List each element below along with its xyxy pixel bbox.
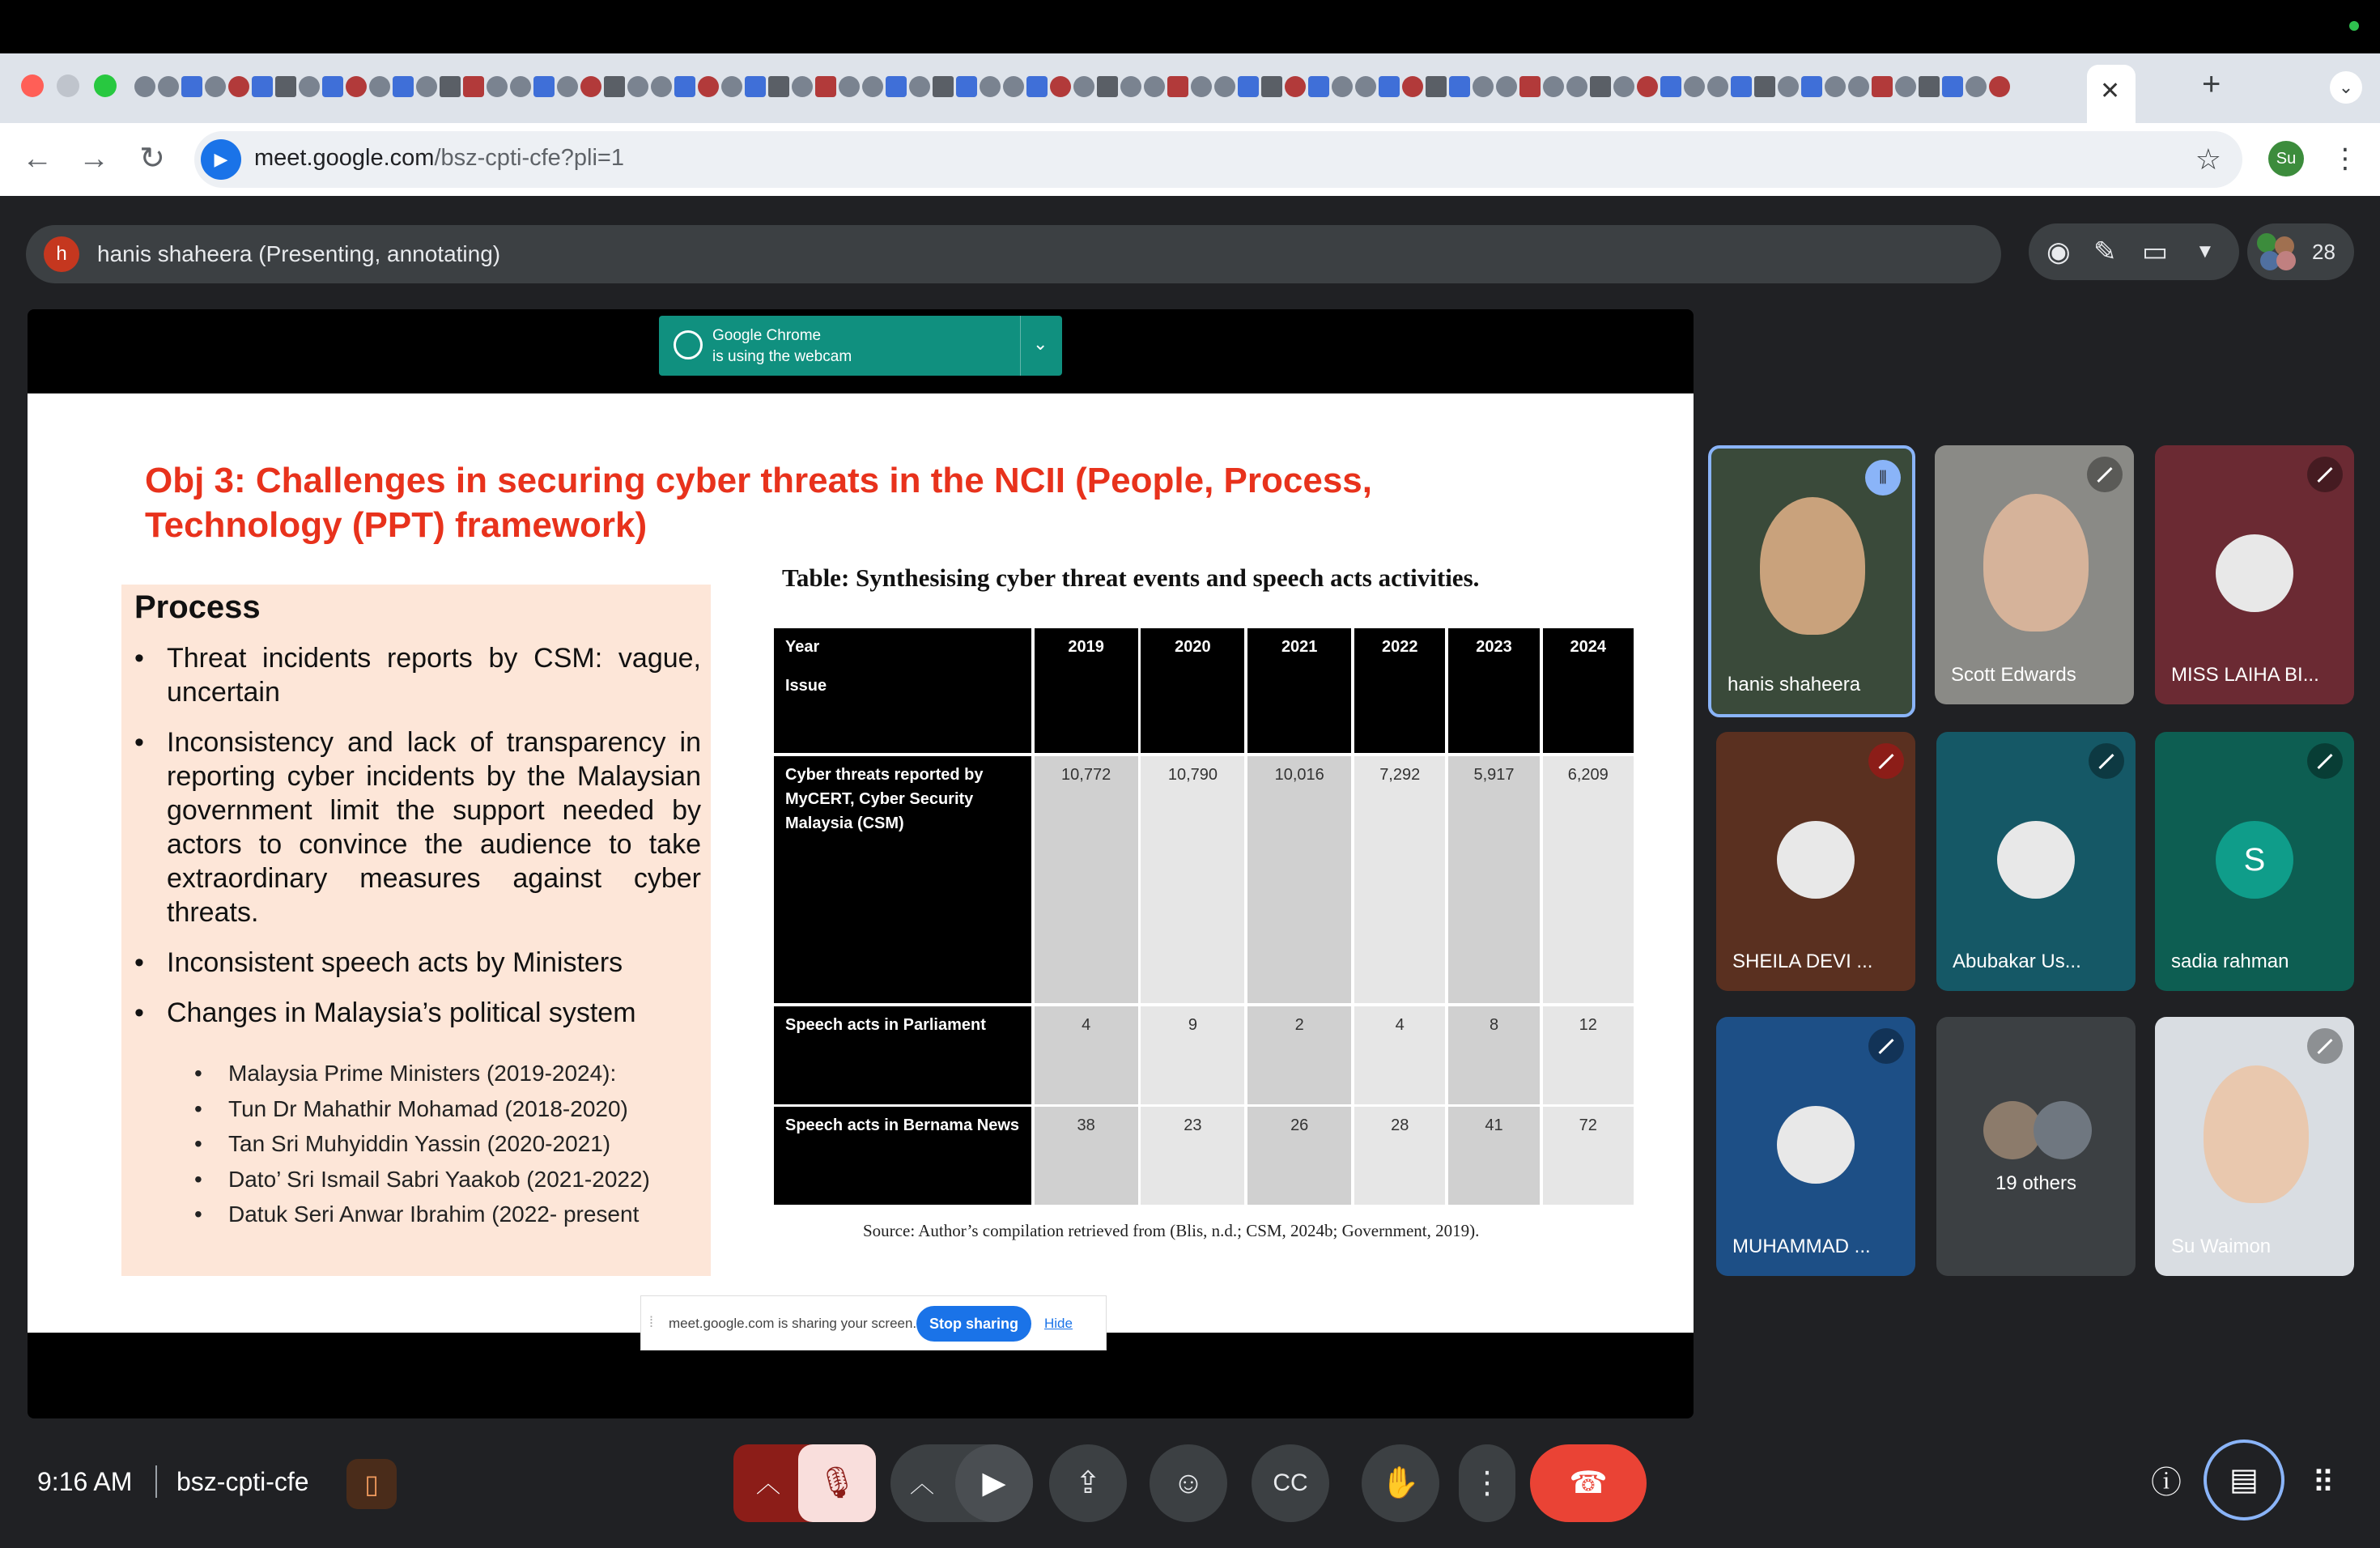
tab-favicon-icon[interactable]	[1637, 76, 1658, 97]
presentation-controls	[2029, 223, 2239, 280]
webcam-icon	[674, 330, 703, 359]
tab-favicon-icon[interactable]	[1801, 76, 1822, 97]
recording-indicator-dot	[2349, 21, 2359, 31]
presentation-stage	[28, 309, 1694, 1418]
participant-name: MUHAMMAD ...	[1732, 1235, 1871, 1257]
table-cell: 4	[1354, 1006, 1445, 1104]
tab-favicon-icon[interactable]	[745, 76, 766, 97]
reload-button[interactable]: ↻	[139, 142, 165, 176]
table-cell: 8	[1448, 1006, 1539, 1104]
tab-favicon-icon[interactable]	[1426, 76, 1447, 97]
tab-favicon-icon[interactable]	[205, 76, 226, 97]
tab-favicon-icon[interactable]	[533, 76, 555, 97]
tab-favicon-icon[interactable]	[181, 76, 202, 97]
mic-muted-icon	[2307, 457, 2343, 492]
table-cell: 7,292	[1354, 756, 1445, 1003]
table-year-header: 2023	[1448, 628, 1539, 753]
tab-favicon-icon[interactable]	[1825, 76, 1846, 97]
table-year-header: 2022	[1354, 628, 1445, 753]
tab-favicon-icon[interactable]	[1566, 76, 1587, 97]
companion-mode-icon[interactable]: ▯	[346, 1459, 397, 1509]
tab-favicon-icon[interactable]	[1003, 76, 1024, 97]
table-cell: 26	[1247, 1107, 1351, 1205]
tab-favicon-icon[interactable]	[1590, 76, 1611, 97]
tab-favicon-icon[interactable]	[1214, 76, 1235, 97]
tab-favicon-icon[interactable]	[1144, 76, 1165, 97]
webcam-notice[interactable]	[659, 316, 1062, 376]
tab-favicon-icon[interactable]	[1473, 76, 1494, 97]
table-cell: 2	[1247, 1006, 1351, 1104]
participant-count: 28	[2312, 240, 2335, 264]
tab-favicon-icon[interactable]	[1332, 76, 1353, 97]
tab-favicon-icon[interactable]	[158, 76, 179, 97]
meet-site-icon[interactable]: ▶	[201, 139, 241, 180]
tab-favicon-icon[interactable]	[839, 76, 860, 97]
avatar	[1997, 821, 2075, 899]
meeting-code: bsz-cpti-cfe	[176, 1467, 309, 1496]
table-cell: 10,772	[1035, 756, 1138, 1003]
tab-favicon-icon[interactable]	[1613, 76, 1634, 97]
table-row-header: Speech acts in Bernama News	[774, 1107, 1031, 1205]
prime-minister-item: • Dato’ Sri Ismail Sabri Yaakob (2021-2022)	[194, 1162, 696, 1197]
browser-menu-icon[interactable]: ⋮	[2331, 143, 2359, 174]
participant-video	[2204, 1065, 2309, 1203]
mic-muted-icon	[2307, 743, 2343, 779]
tab-favicon-icon[interactable]	[440, 76, 461, 97]
tab-favicon-icon[interactable]	[1519, 76, 1541, 97]
tab-favicon-icon[interactable]	[1355, 76, 1376, 97]
threat-table	[774, 628, 1634, 1205]
participant-tile[interactable]	[1716, 1017, 1915, 1276]
participant-tile[interactable]	[1936, 1017, 2136, 1276]
issue-header-label: Issue	[785, 677, 827, 695]
tab-favicon-icon[interactable]	[134, 76, 155, 97]
tab-favicon-icon[interactable]	[1191, 76, 1212, 97]
tab-favicon-icon[interactable]	[1285, 76, 1306, 97]
participant-name: hanis shaheera	[1728, 674, 1861, 695]
leave-call-button[interactable]: ☎	[1530, 1444, 1647, 1522]
participant-video	[1760, 497, 1865, 635]
prime-minister-list	[194, 1056, 696, 1232]
browser-toolbar	[0, 123, 2380, 196]
table-cell: 12	[1543, 1006, 1634, 1104]
table-cell: 4	[1035, 1006, 1138, 1104]
table-cell: 28	[1354, 1107, 1445, 1205]
prime-minister-item: • Tan Sri Muhyiddin Yassin (2020-2021)	[194, 1126, 696, 1162]
table-cell: 72	[1543, 1107, 1634, 1205]
table-cell: 38	[1035, 1107, 1138, 1205]
tab-favicon-icon[interactable]	[557, 76, 578, 97]
webcam-notice-subtitle: is using the webcam	[712, 348, 852, 365]
tab-favicon-icon[interactable]	[1261, 76, 1282, 97]
back-button[interactable]: ←	[22, 142, 53, 176]
tab-favicon-icon[interactable]	[1966, 76, 1987, 97]
tab-favicon-icon[interactable]	[1167, 76, 1188, 97]
process-bullet: • Threat incidents reports by CSM: vague, uncertain	[134, 641, 701, 709]
avatar	[2216, 534, 2293, 612]
audio-settings-chevron-icon[interactable]: ︿	[756, 1471, 780, 1498]
slide	[28, 393, 1694, 1333]
stop-sharing-button[interactable]: Stop sharing	[916, 1306, 1031, 1342]
captions-button[interactable]: CC	[1252, 1444, 1329, 1522]
participant-tile[interactable]	[1708, 445, 1915, 717]
table-year-header: 2024	[1543, 628, 1634, 753]
speaking-indicator-icon: ⦀	[1865, 460, 1901, 495]
chevron-down-icon[interactable]: ⌄	[1033, 334, 1048, 354]
more-options-button[interactable]: ⋮	[1459, 1444, 1515, 1522]
address-bar[interactable]	[194, 131, 2242, 188]
clock: 9:16 AM	[37, 1467, 133, 1496]
bookmark-star-icon[interactable]: ☆	[2195, 142, 2221, 176]
emoji-reaction-button[interactable]: ☺	[1150, 1444, 1227, 1522]
tab-favicon-icon[interactable]	[721, 76, 742, 97]
hide-link[interactable]: Hide	[1044, 1316, 1073, 1331]
mic-muted-icon	[2087, 457, 2123, 492]
participant-tile[interactable]	[1935, 445, 2134, 704]
participant-name: SHEILA DEVI ...	[1732, 950, 1873, 972]
tab-favicon-icon[interactable]	[1402, 76, 1423, 97]
tab-favicon-icon[interactable]	[299, 76, 320, 97]
table-corner-cell	[774, 628, 1031, 753]
chat-button[interactable]: ▤	[2204, 1440, 2284, 1520]
presenter-avatar: h	[44, 236, 79, 272]
tab-favicon-icon[interactable]	[1496, 76, 1517, 97]
tab-favicon-icon[interactable]	[909, 76, 930, 97]
table-row-header: Cyber threats reported by MyCERT, Cyber Security Malaysia (CSM)	[774, 756, 1031, 1003]
tab-favicon-icon[interactable]	[956, 76, 977, 97]
new-tab-button[interactable]: +	[2202, 66, 2221, 102]
tab-favicon-icon[interactable]	[252, 76, 273, 97]
participant-name: MISS LAIHA BI...	[2171, 664, 2319, 686]
mic-muted-icon	[2307, 1028, 2343, 1064]
table-cell: 10,790	[1141, 756, 1244, 1003]
tab-strip	[0, 53, 2380, 123]
participant-name: Scott Edwards	[1951, 664, 2076, 686]
people-avatars	[2257, 233, 2297, 270]
avatar	[2034, 1101, 2092, 1159]
avatar	[1777, 1106, 1855, 1184]
window-close-button[interactable]	[21, 74, 44, 97]
tab-favicon-icon[interactable]	[393, 76, 414, 97]
participant-tile[interactable]	[2155, 1017, 2354, 1276]
tab-favicon-icon[interactable]	[510, 76, 531, 97]
mic-off-icon[interactable]: 🎙	[798, 1444, 876, 1522]
tab-favicon-icon[interactable]	[627, 76, 648, 97]
tab-favicon-icon[interactable]	[1120, 76, 1141, 97]
present-screen-button[interactable]: ⇪	[1049, 1444, 1127, 1522]
tab-favicon-icon[interactable]	[1449, 76, 1470, 97]
slide-title: Obj 3: Challenges in securing cyber threats in the NCII (People, Process, Technology (PPT) framework)	[145, 461, 1372, 545]
raise-hand-button[interactable]: ✋	[1362, 1444, 1439, 1522]
presenter-bar	[26, 225, 2001, 283]
process-heading: Process	[134, 589, 261, 625]
table-year-header: 2021	[1247, 628, 1351, 753]
prime-minister-item: • Datuk Seri Anwar Ibrahim (2022- present	[194, 1197, 696, 1232]
tab-favicon-icon[interactable]	[1238, 76, 1259, 97]
participant-tile[interactable]	[1936, 732, 2136, 991]
tab-favicon-icon[interactable]	[651, 76, 672, 97]
tab-favicon-icon[interactable]	[862, 76, 883, 97]
avatar: S	[2216, 821, 2293, 899]
tab-favicon-icon[interactable]	[487, 76, 508, 97]
participant-name: sadia rahman	[2171, 950, 2289, 972]
process-bullet: • Inconsistent speech acts by Ministers	[134, 946, 701, 980]
window-minimize-button[interactable]	[57, 74, 79, 97]
people-button[interactable]	[2247, 223, 2354, 280]
participant-video	[1983, 494, 2089, 632]
tab-favicon-icon[interactable]	[275, 76, 296, 97]
tab-favicon-icon[interactable]	[1848, 76, 1869, 97]
table-cell: 23	[1141, 1107, 1244, 1205]
prime-minister-item: • Malaysia Prime Ministers (2019-2024):	[194, 1056, 696, 1091]
tab-favicon-icon[interactable]	[698, 76, 719, 97]
microphone-control	[733, 1444, 876, 1522]
table-cell: 6,209	[1543, 756, 1634, 1003]
table-cell: 9	[1141, 1006, 1244, 1104]
profile-avatar[interactable]: Su	[2268, 141, 2304, 176]
camera-icon[interactable]: ▶	[955, 1444, 1033, 1522]
tab-favicon-icon[interactable]	[416, 76, 437, 97]
tab-favicon-icon[interactable]	[815, 76, 836, 97]
tab-favicon-icon[interactable]	[792, 76, 813, 97]
drag-handle-icon[interactable]: ⁞	[649, 1314, 654, 1330]
forward-button[interactable]: →	[79, 142, 109, 176]
tab-favicon-icon[interactable]	[1778, 76, 1799, 97]
tab-favicon-icon[interactable]	[228, 76, 249, 97]
tab-favicon-icon[interactable]	[1989, 76, 2010, 97]
table-cell: 5,917	[1448, 756, 1539, 1003]
year-header-label: Year	[785, 638, 820, 656]
tab-favicon-icon[interactable]	[604, 76, 625, 97]
table-source: Source: Author’s compilation retrieved from (Blis, n.d.; CSM, 2024b; Government, 2019).	[863, 1221, 1480, 1240]
process-box	[121, 585, 711, 1276]
system-menubar	[0, 0, 2380, 53]
process-bullet: • Inconsistency and lack of transparency in reporting cyber incidents by the Malaysian government limit the support needed by actors to convince the audience to take extraordinary measures against cyber threats.	[134, 725, 701, 929]
tab-search-button[interactable]: ⌄	[2330, 71, 2362, 104]
tab-favicon-icon[interactable]	[1660, 76, 1681, 97]
process-bullets	[134, 641, 701, 1046]
mic-muted-icon	[1868, 1028, 1904, 1064]
participant-name: 19 others	[1995, 1172, 2077, 1194]
mic-muted-icon	[2089, 743, 2124, 779]
tab-favicon-icon[interactable]	[1073, 76, 1094, 97]
tab-favicon-icon[interactable]	[1754, 76, 1775, 97]
participant-name: Abubakar Us...	[1953, 950, 2081, 972]
meeting-info-icon[interactable]: ⓘ	[2150, 1466, 2182, 1500]
share-message: meet.google.com is sharing your screen.	[669, 1316, 917, 1331]
presentation-menu-chevron-icon[interactable]: ▼	[2195, 240, 2215, 262]
activities-icon[interactable]: ⠿	[2312, 1466, 2335, 1500]
tab-favicon-icon[interactable]	[1050, 76, 1071, 97]
table-year-header: 2019	[1035, 628, 1138, 753]
tab-favicon-icon[interactable]	[1097, 76, 1118, 97]
annotate-icon[interactable]: ✎	[2093, 236, 2117, 267]
tab-favicon-icon[interactable]	[674, 76, 695, 97]
tab-favicon-icon[interactable]	[580, 76, 601, 97]
record-icon[interactable]: ◉	[2046, 236, 2071, 267]
tab-favicon-icon[interactable]	[1872, 76, 1893, 97]
tab-favicon-icon[interactable]	[1026, 76, 1048, 97]
tab-favicon-icon[interactable]	[1684, 76, 1705, 97]
tab-favicon-icon[interactable]	[1707, 76, 1728, 97]
tab-favicon-icon[interactable]	[933, 76, 954, 97]
pinned-tab-icons	[134, 73, 2077, 100]
tab-favicon-icon[interactable]	[322, 76, 343, 97]
participant-tile[interactable]	[2155, 445, 2354, 704]
tab-favicon-icon[interactable]	[1731, 76, 1752, 97]
tab-favicon-icon[interactable]	[886, 76, 907, 97]
tab-favicon-icon[interactable]	[1919, 76, 1940, 97]
table-cell: 41	[1448, 1107, 1539, 1205]
table-caption: Table: Synthesising cyber threat events and speech acts activities.	[782, 563, 1480, 592]
window-maximize-button[interactable]	[94, 74, 117, 97]
tab-favicon-icon[interactable]	[346, 76, 367, 97]
table-row-header: Speech acts in Parliament	[774, 1006, 1031, 1104]
prime-minister-item: • Tun Dr Mahathir Mohamad (2018-2020)	[194, 1091, 696, 1127]
tab-favicon-icon[interactable]	[1308, 76, 1329, 97]
url-text: meet.google.com/bsz-cpti-cfe?pli=1	[254, 145, 624, 171]
presenter-label: hanis shaheera (Presenting, annotating)	[97, 241, 501, 266]
tab-favicon-icon[interactable]	[1379, 76, 1400, 97]
tab-favicon-icon[interactable]	[768, 76, 789, 97]
tab-favicon-icon[interactable]	[1543, 76, 1564, 97]
tab-favicon-icon[interactable]	[1942, 76, 1963, 97]
close-tab-icon[interactable]: ✕	[2100, 78, 2121, 104]
tab-favicon-icon[interactable]	[463, 76, 484, 97]
avatar	[1777, 821, 1855, 899]
participant-name: Su Waimon	[2171, 1235, 2272, 1257]
tab-favicon-icon[interactable]	[369, 76, 390, 97]
stop-presenting-icon[interactable]: ▭	[2142, 236, 2169, 267]
participant-tile[interactable]	[2155, 732, 2354, 991]
video-settings-chevron-icon[interactable]: ︿	[910, 1471, 934, 1498]
screen-share-bar	[640, 1295, 1107, 1350]
webcam-notice-title: Google Chrome	[712, 327, 822, 344]
participant-tile[interactable]	[1716, 732, 1915, 991]
camera-control	[890, 1444, 1033, 1522]
tab-favicon-icon[interactable]	[1895, 76, 1916, 97]
active-tab[interactable]	[2087, 65, 2136, 123]
table-cell: 10,016	[1247, 756, 1351, 1003]
process-bullet: • Changes in Malaysia’s political system	[134, 996, 701, 1030]
mic-muted-icon	[1868, 743, 1904, 779]
tab-favicon-icon[interactable]	[980, 76, 1001, 97]
table-year-header: 2020	[1141, 628, 1244, 753]
